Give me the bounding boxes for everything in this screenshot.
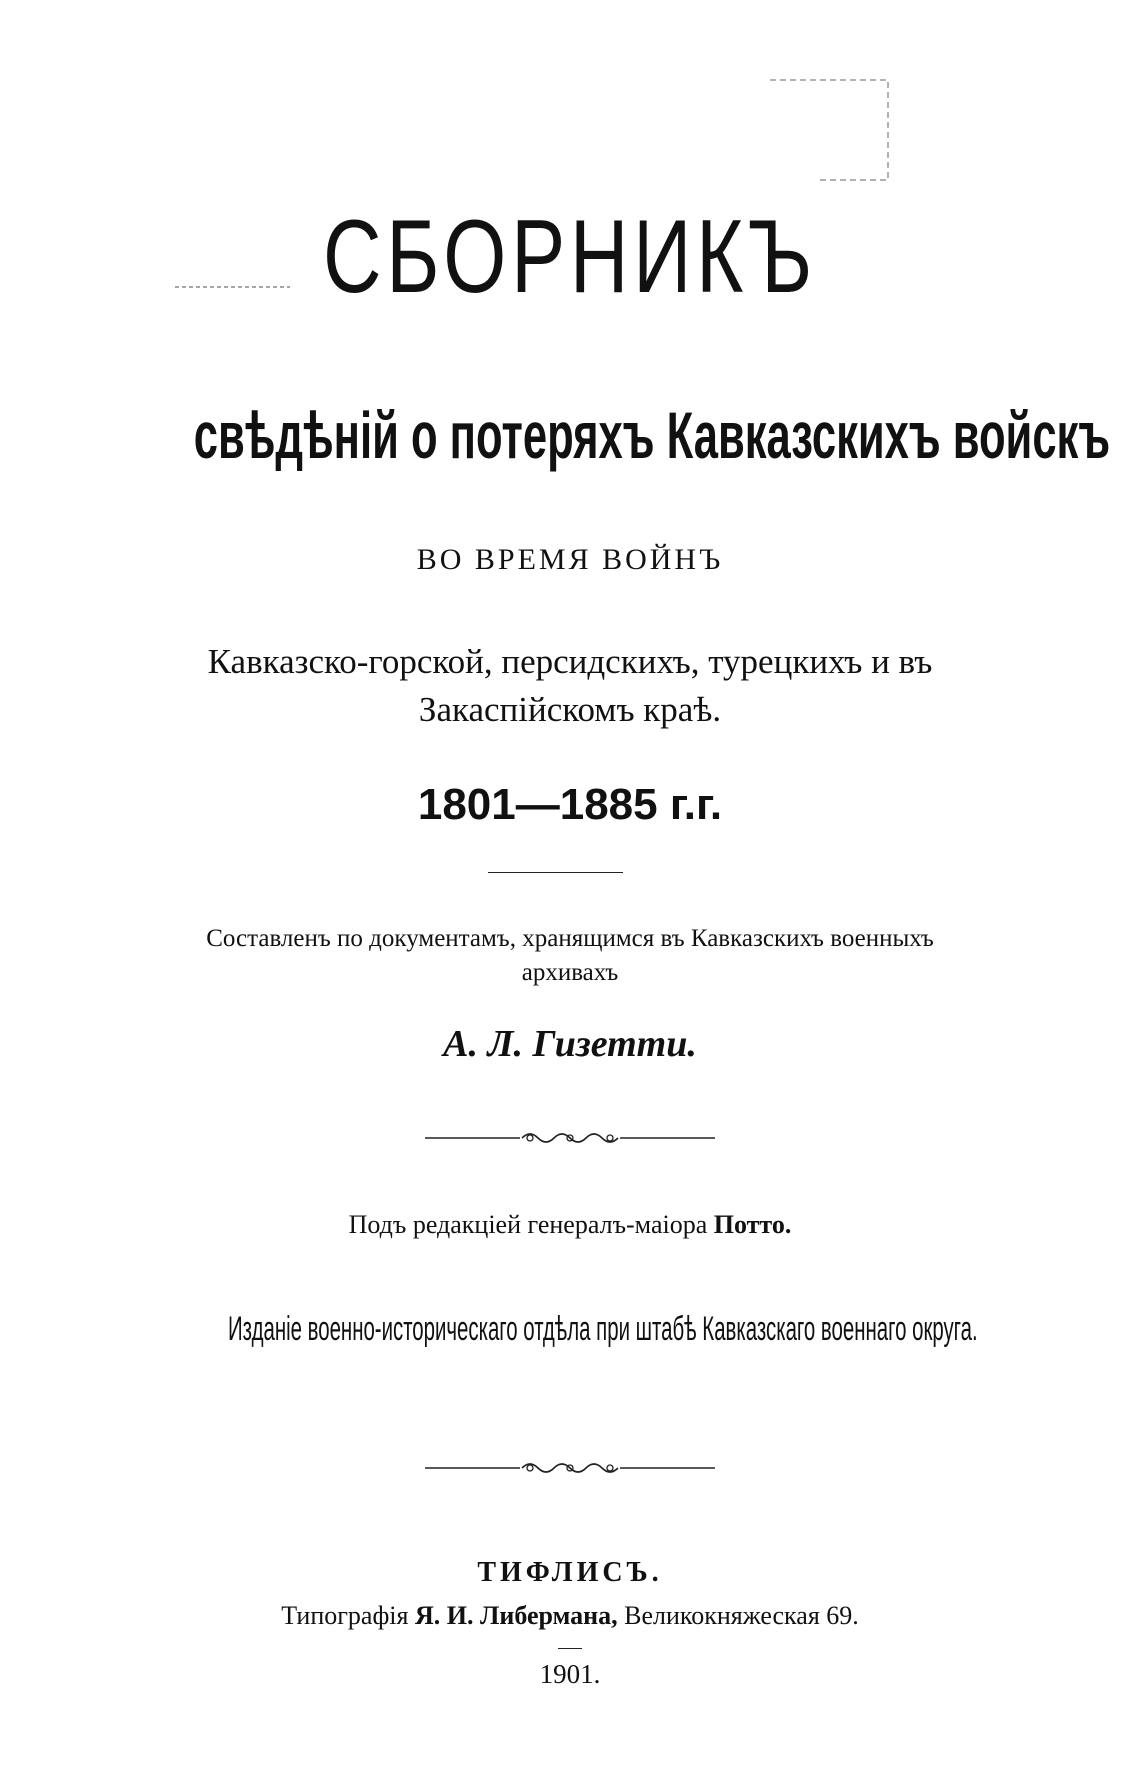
city: ТИФЛИСЪ. [477,1557,663,1588]
author-name: А. Л. Гизетти. [443,1023,697,1065]
printer-line [0,1601,1140,1631]
book-title: СБОРНИКЪ [323,199,817,315]
scan-bracket-mark [760,70,900,190]
editor-name: Потто. [713,1210,792,1239]
ornamental-divider-1 [0,1128,1140,1148]
compiled-line-2: архивахъ [521,959,619,986]
during-wars-line: ВО ВРЕМЯ ВОЙНЪ [416,543,724,576]
printer-name: Я. И. Либермана, [414,1601,618,1630]
publisher-line: Изданіе военно-историческаго отдѣла при штабѣ Кавказскаго военнаго округа. [228,1310,978,1348]
short-divider [488,872,623,873]
date-divider [558,1648,582,1649]
printer-address: Великокняжеская 69. [624,1601,859,1630]
wars-line-1: Кавказско-горской, персидскихъ, турецкихъ и въ [207,642,933,681]
wars-line-2: Закаспійскомъ краѣ. [418,690,722,729]
printer-prefix: Типографія [281,1601,409,1630]
compiled-note [0,922,1140,990]
editor-prefix: Подъ редакціей генералъ-маіора [348,1210,708,1239]
book-subtitle: свѣдѣній о потеряхъ Кавказскихъ войскъ [193,398,1111,472]
years-range: 1801—1885 г.г. [417,780,723,829]
publication-year: 1901. [539,1659,601,1689]
compiled-line-1: Составленъ по документамъ, хранящимся въ Кавказскихъ военныхъ [206,925,934,952]
ornamental-divider-2 [0,1458,1140,1478]
wars-description [0,638,1140,734]
editor-line [0,1210,1140,1240]
